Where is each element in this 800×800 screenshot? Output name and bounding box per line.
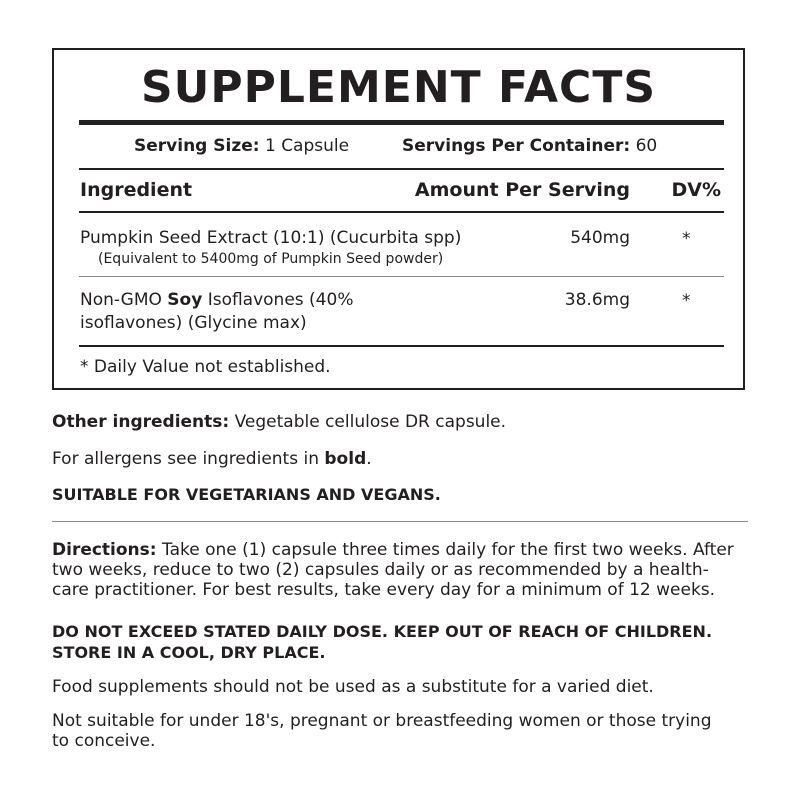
warning-line2: STORE IN A COOL, DRY PLACE.	[52, 643, 326, 662]
serving-size	[134, 136, 349, 156]
ingredient-amount: 540mg	[570, 228, 630, 248]
warning-line1: DO NOT EXCEED STATED DAILY DOSE. KEEP OUT OF REACH OF CHILDREN.	[52, 622, 713, 641]
ingredient-dv: *	[682, 229, 691, 249]
directions-text: Take one (1) capsule three times daily for the first two weeks. After	[156, 540, 734, 560]
food-supplement-note: Food supplements should not be used as a substitute for a varied diet.	[52, 677, 654, 697]
warning	[52, 621, 752, 663]
allergen-soy: Soy	[167, 290, 203, 310]
header-rule-top	[79, 168, 724, 170]
title-rule	[79, 120, 724, 125]
servings-per-container-value: 60	[635, 136, 658, 156]
ingredient-prefix: Non-GMO	[80, 290, 168, 310]
allergens-text: For allergens see ingredients in	[52, 449, 325, 469]
column-dv: DV%	[671, 179, 721, 201]
not-suitable-line2: to conceive.	[52, 731, 156, 751]
supplement-facts-panel	[52, 48, 745, 390]
directions-label: Directions:	[52, 540, 157, 560]
directions	[52, 540, 752, 600]
serving-size-value: 1 Capsule	[264, 136, 350, 156]
ingredient-subline: (Equivalent to 5400mg of Pumpkin Seed powder)	[98, 251, 444, 267]
footnote: * Daily Value not established.	[80, 357, 331, 377]
section-divider	[52, 521, 748, 522]
column-amount: Amount Per Serving	[414, 179, 630, 201]
ingredient-name-line2: isoflavones) (Glycine max)	[80, 313, 307, 333]
not-suitable-note	[52, 711, 752, 751]
header-rule-bottom	[79, 211, 724, 213]
servings-per-container	[402, 136, 657, 156]
column-ingredient: Ingredient	[80, 179, 193, 201]
ingredient-dv: *	[682, 291, 691, 311]
directions-line1	[52, 540, 752, 560]
allergens-bold-word: bold	[324, 449, 367, 469]
serving-size-label: Serving Size:	[134, 136, 260, 156]
row-divider	[79, 276, 724, 277]
directions-line2: two weeks, reduce to two (2) capsules daily or as recommended by a health-	[52, 560, 709, 580]
other-ingredients	[52, 412, 752, 432]
facts-title: SUPPLEMENT FACTS	[140, 62, 657, 113]
ingredient-suffix: Isoflavones (40%	[202, 290, 354, 310]
ingredient-amount: 38.6mg	[564, 290, 630, 310]
footnote-rule	[79, 345, 724, 347]
servings-per-container-label: Servings Per Container:	[402, 136, 631, 156]
ingredient-name: Pumpkin Seed Extract (10:1) (Cucurbita spp)	[80, 228, 462, 248]
allergens-end: .	[366, 449, 372, 469]
not-suitable-line1: Not suitable for under 18's, pregnant or breastfeeding women or those trying	[52, 711, 712, 731]
allergens-note	[52, 449, 752, 469]
other-ingredients-label: Other ingredients:	[52, 412, 230, 432]
directions-line3: care practitioner. For best results, take every day for a minimum of 12 weeks.	[52, 580, 716, 600]
other-ingredients-text: Vegetable cellulose DR capsule.	[229, 412, 507, 432]
suitable-vegan-notice: SUITABLE FOR VEGETARIANS AND VEGANS.	[52, 485, 441, 504]
ingredient-name	[80, 290, 353, 310]
